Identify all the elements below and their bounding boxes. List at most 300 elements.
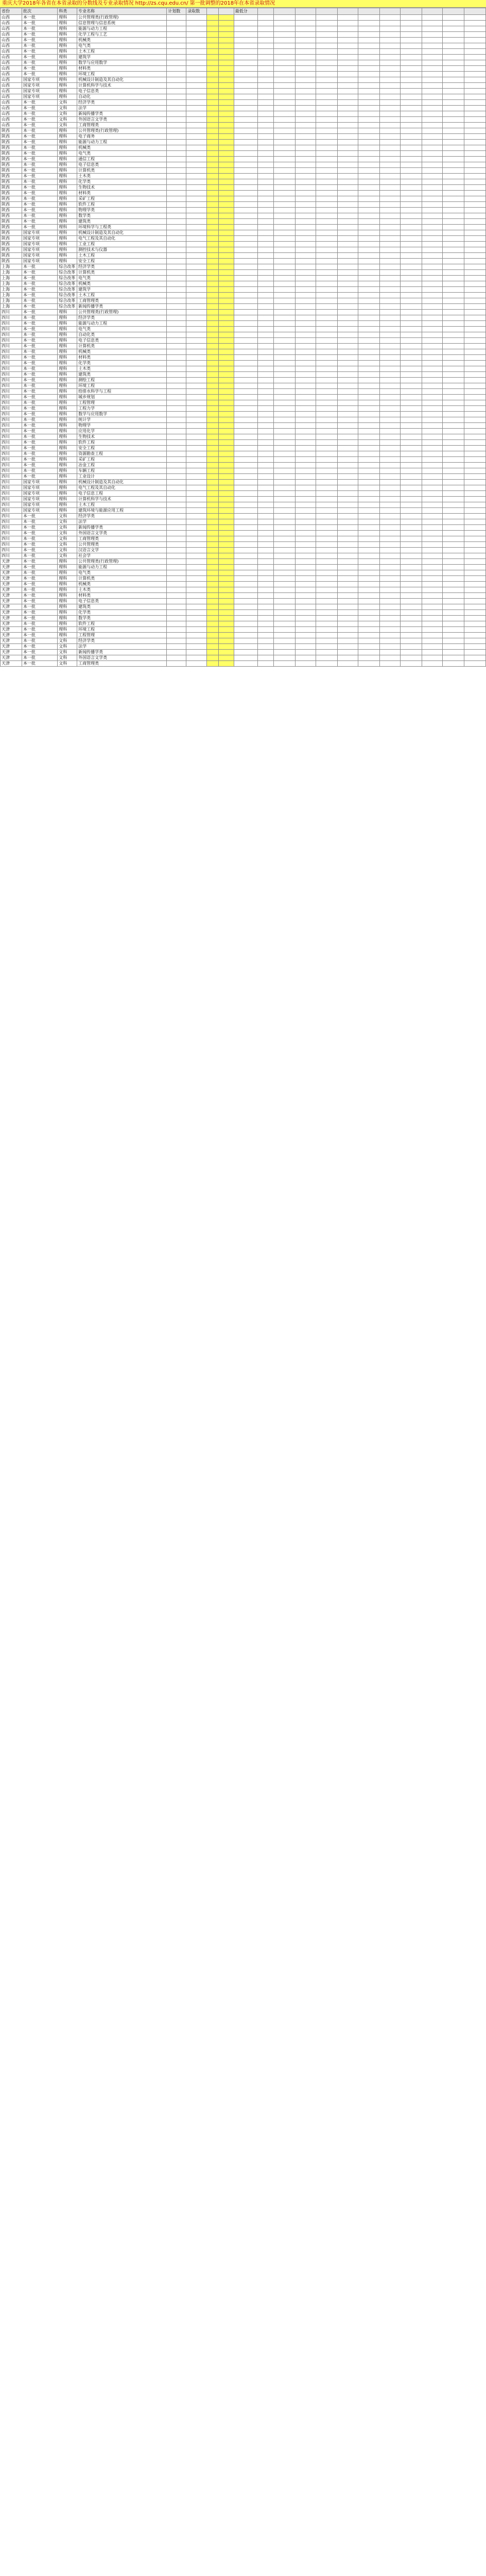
value-cell <box>422 15 442 21</box>
province-cell: 四川 <box>1 451 22 457</box>
value-cell <box>422 531 442 536</box>
value-cell <box>464 372 485 378</box>
value-cell <box>380 378 401 383</box>
value-cell <box>316 26 338 32</box>
value-cell <box>296 429 316 434</box>
value-cell <box>274 536 296 542</box>
batch-cell: 本一批 <box>22 633 58 638</box>
category-cell: 理科 <box>58 616 77 621</box>
value-cell <box>464 293 485 298</box>
batch-cell: 本一批 <box>22 434 58 440</box>
value-cell <box>207 559 219 565</box>
value-cell <box>167 514 186 519</box>
value-cell <box>400 310 422 315</box>
value-cell <box>219 100 234 106</box>
value-cell <box>422 77 442 83</box>
value-cell <box>380 661 401 667</box>
batch-cell: 本一批 <box>22 366 58 372</box>
value-cell <box>219 236 234 242</box>
value-cell <box>296 242 316 247</box>
value-cell <box>380 519 401 525</box>
category-cell: 理科 <box>58 621 77 627</box>
value-cell <box>274 287 296 293</box>
major-cell: 电子信息类 <box>77 89 167 94</box>
value-cell <box>316 134 338 140</box>
value-cell <box>442 434 464 440</box>
value-cell <box>358 627 380 633</box>
value-cell <box>380 270 401 276</box>
value-cell <box>219 174 234 179</box>
value-cell <box>338 94 358 100</box>
value-cell <box>442 412 464 417</box>
value-cell <box>257 372 274 378</box>
province-cell: 四川 <box>1 361 22 366</box>
value-cell <box>167 542 186 548</box>
batch-cell: 国家专项 <box>22 77 58 83</box>
value-cell <box>219 253 234 259</box>
value-cell <box>400 412 422 417</box>
value-cell <box>358 219 380 225</box>
value-cell <box>274 344 296 349</box>
value-cell <box>464 157 485 162</box>
value-cell <box>442 423 464 429</box>
batch-cell: 本一批 <box>22 208 58 213</box>
category-cell: 文科 <box>58 536 77 542</box>
value-cell <box>380 372 401 378</box>
value-cell <box>338 270 358 276</box>
value-cell <box>338 225 358 230</box>
value-cell <box>338 332 358 338</box>
value-cell <box>442 474 464 480</box>
major-cell: 电子信息类 <box>77 599 167 604</box>
value-cell <box>380 94 401 100</box>
value-cell <box>358 89 380 94</box>
value-cell <box>257 525 274 531</box>
value-cell <box>380 559 401 565</box>
value-cell <box>167 616 186 621</box>
value-cell <box>358 168 380 174</box>
value-cell <box>422 72 442 77</box>
value-cell <box>274 327 296 332</box>
value-cell <box>274 179 296 185</box>
value-cell <box>422 650 442 655</box>
value-cell <box>400 213 422 219</box>
value-cell <box>207 349 219 355</box>
value-cell <box>219 417 234 423</box>
value-cell <box>207 134 219 140</box>
major-cell: 经济学类 <box>77 264 167 270</box>
value-cell <box>422 123 442 128</box>
major-cell: 工商管理类 <box>77 661 167 667</box>
value-cell <box>167 559 186 565</box>
value-cell <box>219 151 234 157</box>
table-row <box>1 151 486 157</box>
value-cell <box>380 321 401 327</box>
value-cell <box>400 355 422 361</box>
value-cell <box>316 304 338 310</box>
value-cell <box>234 157 257 162</box>
value-cell <box>207 457 219 463</box>
batch-cell: 本一批 <box>22 349 58 355</box>
value-cell <box>219 145 234 151</box>
value-cell <box>257 434 274 440</box>
value-cell <box>380 621 401 627</box>
value-cell <box>316 287 338 293</box>
value-cell <box>442 66 464 72</box>
value-cell <box>338 15 358 21</box>
value-cell <box>274 383 296 389</box>
value-cell <box>186 548 207 553</box>
value-cell <box>186 400 207 406</box>
province-cell: 山西 <box>1 15 22 21</box>
batch-cell: 本一批 <box>22 43 58 49</box>
value-cell <box>257 77 274 83</box>
major-cell: 自动化类 <box>77 332 167 338</box>
value-cell <box>338 468 358 474</box>
major-cell: 工商管理类 <box>77 536 167 542</box>
category-cell: 综合改革 <box>58 276 77 281</box>
value-cell <box>380 236 401 242</box>
value-cell <box>234 548 257 553</box>
value-cell <box>274 372 296 378</box>
value-cell <box>380 525 401 531</box>
table-row <box>1 638 486 644</box>
province-cell: 四川 <box>1 502 22 508</box>
value-cell <box>296 174 316 179</box>
value-cell <box>296 253 316 259</box>
value-cell <box>442 276 464 281</box>
value-cell <box>338 344 358 349</box>
value-cell <box>296 43 316 49</box>
value-cell <box>400 162 422 168</box>
table-row <box>1 474 486 480</box>
value-cell <box>464 66 485 72</box>
value-cell <box>358 83 380 89</box>
major-cell: 电气类 <box>77 570 167 576</box>
value-cell <box>219 157 234 162</box>
value-cell <box>380 202 401 208</box>
value-cell <box>257 191 274 196</box>
batch-cell: 本一批 <box>22 423 58 429</box>
value-cell <box>167 457 186 463</box>
table-row <box>1 208 486 213</box>
major-cell: 建筑学 <box>77 55 167 60</box>
value-cell <box>400 327 422 332</box>
value-cell <box>464 474 485 480</box>
value-cell <box>219 349 234 355</box>
category-cell: 理科 <box>58 196 77 202</box>
value-cell <box>257 38 274 43</box>
value-cell <box>167 576 186 582</box>
value-cell <box>358 650 380 655</box>
value-cell <box>422 610 442 616</box>
value-cell <box>380 259 401 264</box>
value-cell <box>167 15 186 21</box>
value-cell <box>219 162 234 168</box>
batch-cell: 本一批 <box>22 191 58 196</box>
value-cell <box>464 599 485 604</box>
value-cell <box>316 514 338 519</box>
value-cell <box>274 457 296 463</box>
value-cell <box>274 230 296 236</box>
value-cell <box>400 72 422 77</box>
major-cell: 生物技术 <box>77 434 167 440</box>
value-cell <box>358 395 380 400</box>
value-cell <box>257 553 274 559</box>
value-cell <box>219 179 234 185</box>
table-row <box>1 349 486 355</box>
province-cell: 四川 <box>1 514 22 519</box>
province-cell: 四川 <box>1 480 22 485</box>
value-cell <box>358 191 380 196</box>
batch-cell: 本一批 <box>22 327 58 332</box>
province-cell: 四川 <box>1 378 22 383</box>
value-cell <box>257 55 274 60</box>
value-cell <box>400 230 422 236</box>
value-cell <box>338 565 358 570</box>
value-cell <box>186 553 207 559</box>
province-cell: 上海 <box>1 298 22 304</box>
value-cell <box>464 412 485 417</box>
table-row <box>1 66 486 72</box>
value-cell <box>464 480 485 485</box>
value-cell <box>207 145 219 151</box>
value-cell <box>257 259 274 264</box>
table-row <box>1 287 486 293</box>
value-cell <box>219 287 234 293</box>
value-cell <box>464 633 485 638</box>
major-cell: 计算机类 <box>77 576 167 582</box>
category-cell: 综合改革 <box>58 270 77 276</box>
value-cell <box>186 349 207 355</box>
value-cell <box>338 21 358 26</box>
value-cell <box>358 519 380 525</box>
value-cell <box>296 485 316 491</box>
value-cell <box>234 372 257 378</box>
value-cell <box>338 423 358 429</box>
value-cell <box>296 338 316 344</box>
value-cell <box>422 106 442 111</box>
value-cell <box>257 315 274 321</box>
value-cell <box>167 270 186 276</box>
value-cell <box>422 565 442 570</box>
value-cell <box>358 151 380 157</box>
category-cell: 理科 <box>58 145 77 151</box>
value-cell <box>186 151 207 157</box>
value-cell <box>274 77 296 83</box>
value-cell <box>316 77 338 83</box>
value-cell <box>186 587 207 593</box>
table-row <box>1 293 486 298</box>
value-cell <box>358 310 380 315</box>
value-cell <box>464 559 485 565</box>
value-cell <box>207 400 219 406</box>
value-cell <box>358 162 380 168</box>
table-row <box>1 548 486 553</box>
value-cell <box>234 145 257 151</box>
value-cell <box>316 423 338 429</box>
value-cell <box>219 230 234 236</box>
batch-cell: 本一批 <box>22 412 58 417</box>
value-cell <box>464 344 485 349</box>
value-cell <box>274 582 296 587</box>
value-cell <box>338 179 358 185</box>
value-cell <box>234 638 257 644</box>
value-cell <box>464 457 485 463</box>
value-cell <box>400 185 422 191</box>
value-cell <box>296 276 316 281</box>
value-cell <box>338 491 358 497</box>
value-cell <box>338 542 358 548</box>
category-cell: 理科 <box>58 593 77 599</box>
value-cell <box>464 60 485 66</box>
value-cell <box>234 519 257 525</box>
value-cell <box>219 327 234 332</box>
value-cell <box>257 457 274 463</box>
value-cell <box>186 474 207 480</box>
province-cell: 上海 <box>1 270 22 276</box>
value-cell <box>234 559 257 565</box>
major-cell: 电气类 <box>77 43 167 49</box>
value-cell <box>234 208 257 213</box>
value-cell <box>464 491 485 497</box>
value-cell <box>316 264 338 270</box>
value-cell <box>400 242 422 247</box>
value-cell <box>167 531 186 536</box>
value-cell <box>296 293 316 298</box>
value-cell <box>442 406 464 412</box>
category-cell: 理科 <box>58 361 77 366</box>
table-row <box>1 242 486 247</box>
value-cell <box>442 145 464 151</box>
value-cell <box>400 502 422 508</box>
major-cell: 自动化 <box>77 94 167 100</box>
value-cell <box>400 49 422 55</box>
value-cell <box>442 21 464 26</box>
value-cell <box>380 463 401 468</box>
value-cell <box>400 383 422 389</box>
value-cell <box>338 327 358 332</box>
value-cell <box>219 451 234 457</box>
value-cell <box>338 599 358 604</box>
batch-cell: 本一批 <box>22 638 58 644</box>
value-cell <box>464 587 485 593</box>
value-cell <box>234 485 257 491</box>
value-cell <box>207 60 219 66</box>
value-cell <box>464 49 485 55</box>
province-cell: 四川 <box>1 327 22 332</box>
value-cell <box>422 389 442 395</box>
value-cell <box>358 457 380 463</box>
province-cell: 四川 <box>1 548 22 553</box>
value-cell <box>167 548 186 553</box>
value-cell <box>380 599 401 604</box>
value-cell <box>167 89 186 94</box>
value-cell <box>274 253 296 259</box>
value-cell <box>234 253 257 259</box>
value-cell <box>358 400 380 406</box>
value-cell <box>316 196 338 202</box>
table-row <box>1 508 486 514</box>
value-cell <box>257 49 274 55</box>
value-cell <box>358 49 380 55</box>
category-cell: 文科 <box>58 525 77 531</box>
value-cell <box>207 542 219 548</box>
batch-cell: 本一批 <box>22 72 58 77</box>
value-cell <box>207 55 219 60</box>
value-cell <box>207 230 219 236</box>
value-cell <box>234 446 257 451</box>
value-cell <box>464 570 485 576</box>
value-cell <box>422 491 442 497</box>
major-cell: 电子信息类 <box>77 338 167 344</box>
value-cell <box>167 230 186 236</box>
batch-cell: 本一批 <box>22 123 58 128</box>
value-cell <box>380 570 401 576</box>
major-cell: 工商管理类 <box>77 123 167 128</box>
value-cell <box>219 219 234 225</box>
value-cell <box>316 310 338 315</box>
province-cell: 上海 <box>1 276 22 281</box>
value-cell <box>274 225 296 230</box>
value-cell <box>296 644 316 650</box>
table-row <box>1 213 486 219</box>
value-cell <box>422 451 442 457</box>
value-cell <box>207 599 219 604</box>
value-cell <box>442 587 464 593</box>
value-cell <box>400 202 422 208</box>
value-cell <box>219 644 234 650</box>
value-cell <box>422 293 442 298</box>
value-cell <box>464 106 485 111</box>
value-cell <box>358 423 380 429</box>
value-cell <box>167 134 186 140</box>
value-cell <box>219 383 234 389</box>
batch-cell: 本一批 <box>22 310 58 315</box>
value-cell <box>316 145 338 151</box>
value-cell <box>207 502 219 508</box>
value-cell <box>464 400 485 406</box>
value-cell <box>167 582 186 587</box>
value-cell <box>296 117 316 123</box>
value-cell <box>380 457 401 463</box>
value-cell <box>380 287 401 293</box>
value-cell <box>274 400 296 406</box>
value-cell <box>186 355 207 361</box>
value-cell <box>442 123 464 128</box>
value-cell <box>234 587 257 593</box>
table-row <box>1 264 486 270</box>
table-row <box>1 43 486 49</box>
value-cell <box>257 179 274 185</box>
value-cell <box>274 406 296 412</box>
value-cell <box>422 548 442 553</box>
column-header <box>400 8 422 15</box>
value-cell <box>442 576 464 582</box>
value-cell <box>234 497 257 502</box>
value-cell <box>358 463 380 468</box>
value-cell <box>464 94 485 100</box>
value-cell <box>358 145 380 151</box>
value-cell <box>186 270 207 276</box>
value-cell <box>442 134 464 140</box>
value-cell <box>186 247 207 253</box>
value-cell <box>234 83 257 89</box>
value-cell <box>338 123 358 128</box>
value-cell <box>400 400 422 406</box>
value-cell <box>167 72 186 77</box>
value-cell <box>234 66 257 72</box>
